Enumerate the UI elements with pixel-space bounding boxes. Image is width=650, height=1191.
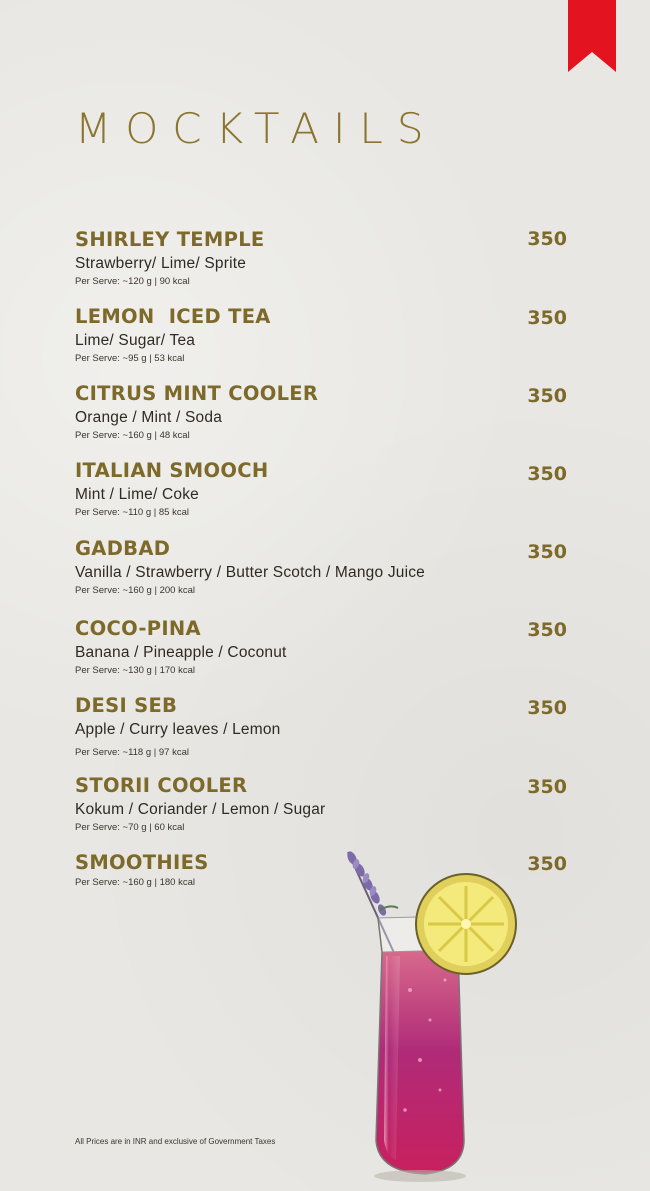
item-price: 350: [527, 853, 567, 875]
item-price: 350: [527, 385, 567, 407]
item-serving-info: Per Serve: ~130 g | 170 kcal: [75, 665, 195, 676]
item-description: Orange / Mint / Soda: [75, 409, 223, 426]
item-description: Mint / Lime/ Coke: [75, 486, 199, 503]
item-name: CITRUS MINT COOLER: [75, 382, 319, 405]
item-description: Vanilla / Strawberry / Butter Scotch / Mango Juice: [75, 564, 426, 581]
item-price: 350: [527, 463, 567, 485]
mocktail-glass-illustration: [330, 840, 530, 1190]
page-title: MOCKTAILS: [75, 104, 438, 153]
item-serving-info: Per Serve: ~118 g | 97 kcal: [75, 747, 189, 758]
item-serving-info: Per Serve: ~70 g | 60 kcal: [75, 822, 185, 833]
item-name: STORII COOLER: [75, 774, 248, 797]
item-description: Strawberry/ Lime/ Sprite: [75, 255, 247, 272]
item-name: COCO-PINA: [75, 617, 201, 640]
menu-item: [75, 305, 570, 364]
lemon-slice-icon: [416, 874, 516, 974]
item-serving-info: Per Serve: ~120 g | 90 kcal: [75, 276, 190, 287]
item-price: 350: [527, 307, 567, 329]
menu-item: [75, 382, 570, 441]
item-serving-info: Per Serve: ~110 g | 85 kcal: [75, 507, 189, 518]
item-name: ITALIAN SMOOCH: [75, 459, 269, 482]
menu-item: [75, 537, 570, 596]
item-description: Lime/ Sugar/ Tea: [75, 332, 196, 349]
item-name: SHIRLEY TEMPLE: [75, 228, 265, 251]
item-price: 350: [527, 619, 567, 641]
item-price: 350: [527, 776, 567, 798]
menu-item: [75, 774, 570, 833]
menu-item: [75, 617, 570, 676]
item-price: 350: [527, 228, 567, 250]
item-price: 350: [527, 541, 567, 563]
item-description: Kokum / Coriander / Lemon / Sugar: [75, 801, 326, 818]
item-serving-info: Per Serve: ~160 g | 200 kcal: [75, 585, 195, 596]
menu-item: [75, 694, 570, 758]
item-description: Apple / Curry leaves / Lemon: [75, 721, 281, 738]
item-price: 350: [527, 697, 567, 719]
item-serving-info: Per Serve: ~160 g | 180 kcal: [75, 877, 195, 888]
item-name: LEMON ICED TEA: [75, 305, 271, 328]
menu-item: [75, 228, 570, 287]
item-name: SMOOTHIES: [75, 851, 209, 874]
item-name: DESI SEB: [75, 694, 178, 717]
bookmark-ribbon-icon[interactable]: [568, 0, 616, 72]
menu-item: [75, 459, 570, 518]
price-footnote: All Prices are in INR and exclusive of Government Taxes: [75, 1137, 276, 1146]
item-serving-info: Per Serve: ~160 g | 48 kcal: [75, 430, 190, 441]
item-description: Banana / Pineapple / Coconut: [75, 644, 287, 661]
item-name: GADBAD: [75, 537, 171, 560]
item-serving-info: Per Serve: ~95 g | 53 kcal: [75, 353, 185, 364]
